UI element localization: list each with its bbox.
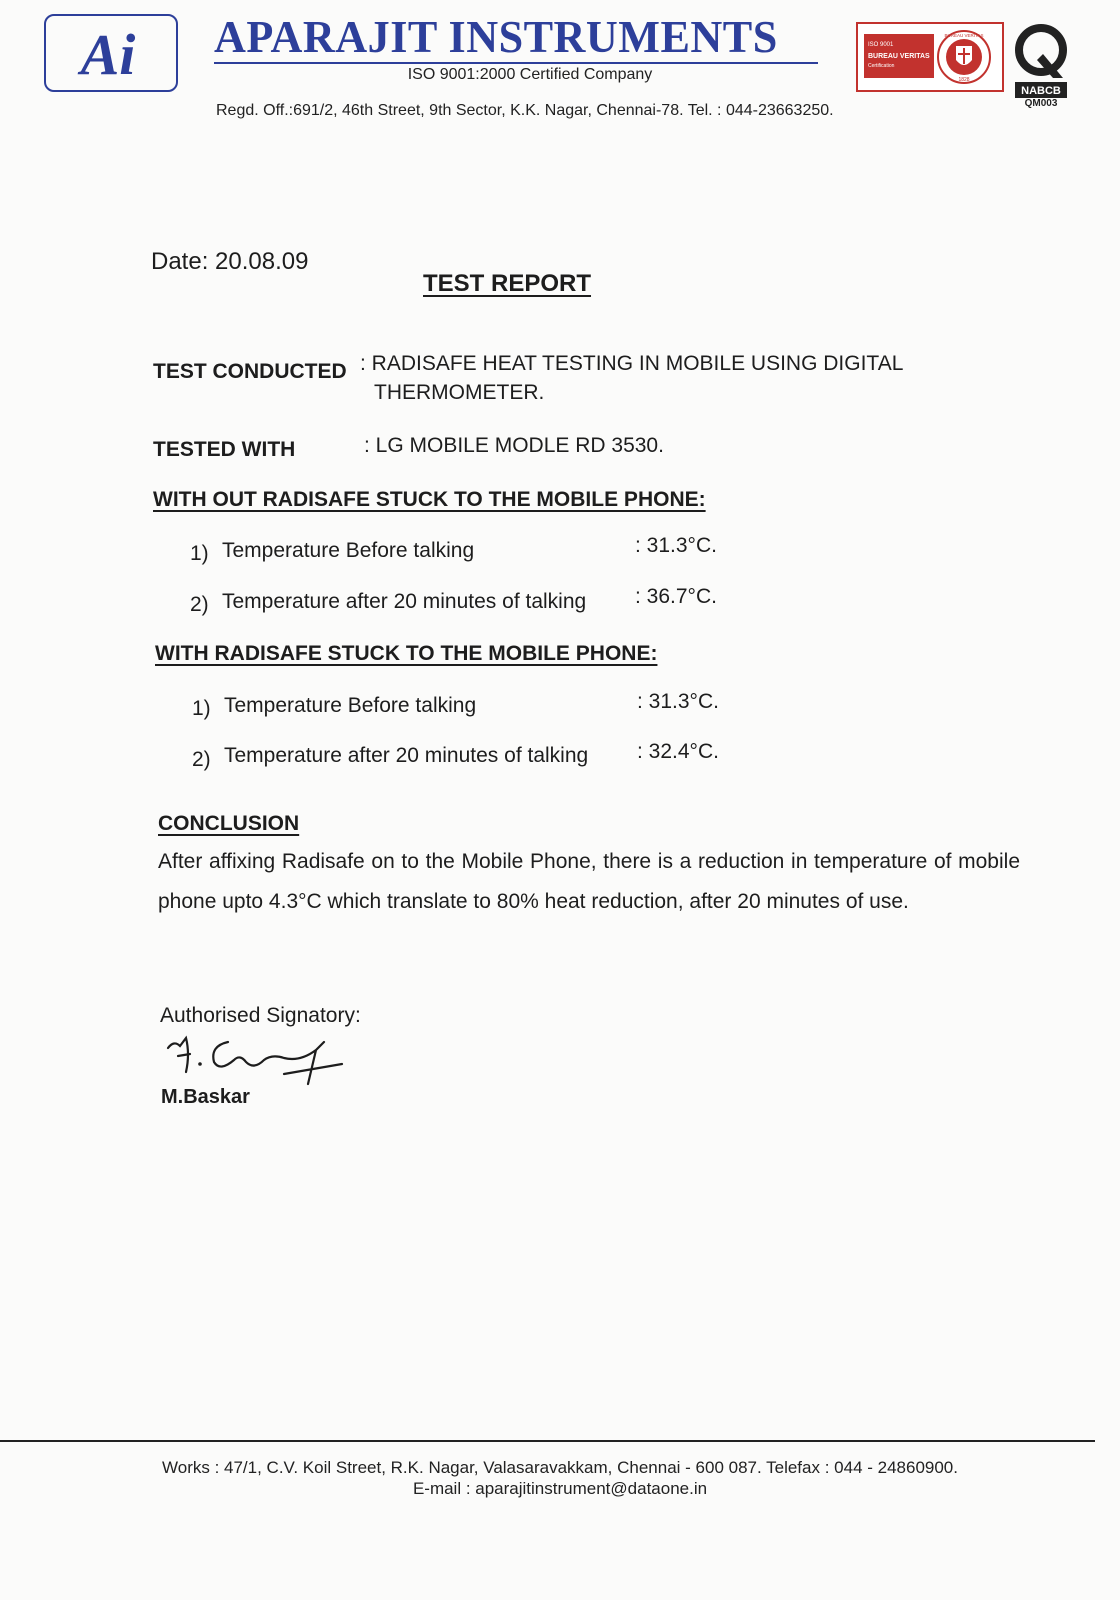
nabcb-badge bbox=[1013, 20, 1069, 100]
report-date: Date: 20.08.09 bbox=[151, 248, 309, 275]
conclusion-text: After affixing Radisafe on to the Mobile Phone, there is a reduction in temperature of mobile phone upto 4.3°C which translate to 80% heat reduction, after 20 minutes of use. bbox=[158, 850, 1020, 913]
handwritten-signature bbox=[160, 1034, 350, 1094]
test-conducted-line1: : RADISAFE HEAT TESTING IN MOBILE USING DIGITAL bbox=[360, 352, 904, 375]
report-title: TEST REPORT bbox=[423, 270, 592, 297]
list-item-number: 1) bbox=[192, 697, 211, 720]
list-item-label: Temperature after 20 minutes of talking bbox=[222, 590, 587, 613]
list-item-label: Temperature after 20 minutes of talking bbox=[224, 744, 589, 767]
test-conducted-line2: THERMOMETER. bbox=[374, 381, 545, 404]
company-name: APARAJIT INSTRUMENTS bbox=[214, 11, 778, 62]
signatory-name: M.Baskar bbox=[161, 1086, 250, 1108]
conclusion-title: CONCLUSION bbox=[158, 812, 300, 835]
bv-seal-year: 1828 bbox=[958, 77, 970, 83]
nabcb-label: NABCB bbox=[1021, 85, 1061, 97]
section-heading-with-radisafe: WITH RADISAFE STUCK TO THE MOBILE PHONE: bbox=[155, 642, 658, 665]
bv-badge-line1: ISO 9001 bbox=[868, 42, 894, 48]
list-item-number: 2) bbox=[190, 593, 209, 616]
list-item-value: : 32.4°C. bbox=[637, 740, 719, 763]
signatory-label: Authorised Signatory: bbox=[160, 1004, 361, 1027]
list-item-label: Temperature Before talking bbox=[222, 539, 475, 562]
certification-line: ISO 9001:2000 Certified Company bbox=[407, 66, 653, 83]
list-item-label: Temperature Before talking bbox=[224, 694, 477, 717]
bv-badge-line3: Certification bbox=[868, 63, 895, 69]
bureau-veritas-badge bbox=[856, 22, 1004, 92]
footer-email: E-mail : aparajitinstrument@dataone.in bbox=[412, 1479, 708, 1498]
company-name-rule bbox=[214, 62, 818, 64]
list-item-number: 2) bbox=[192, 748, 211, 771]
bv-badge-line2: BUREAU VERITAS bbox=[868, 53, 930, 60]
list-item-number: 1) bbox=[190, 542, 209, 565]
tested-with-value: : LG MOBILE MODLE RD 3530. bbox=[364, 434, 664, 457]
list-item-value: : 31.3°C. bbox=[635, 534, 717, 557]
test-conducted-label: TEST CONDUCTED bbox=[153, 360, 347, 383]
footer-works-address: Works : 47/1, C.V. Koil Street, R.K. Nagar, Valasaravakkam, Chennai - 600 087. Telefax : 044 - 24860900. bbox=[162, 1458, 958, 1477]
logo-text: Ai bbox=[80, 22, 136, 87]
nabcb-code: QM003 bbox=[1024, 98, 1058, 109]
section-heading-without-radisafe: WITH OUT RADISAFE STUCK TO THE MOBILE PHONE: bbox=[153, 488, 706, 511]
list-item-value: : 31.3°C. bbox=[637, 690, 719, 713]
test-conducted-value bbox=[360, 349, 903, 407]
tested-with-label: TESTED WITH bbox=[153, 438, 296, 461]
registered-office-address: Regd. Off.:691/2, 46th Street, 9th Sector, K.K. Nagar, Chennai-78. Tel. : 044-23663250. bbox=[216, 102, 834, 119]
bv-seal-text: BUREAU VERITAS bbox=[944, 33, 984, 38]
footer-divider bbox=[0, 1440, 1095, 1442]
list-item-value: : 36.7°C. bbox=[635, 585, 717, 608]
